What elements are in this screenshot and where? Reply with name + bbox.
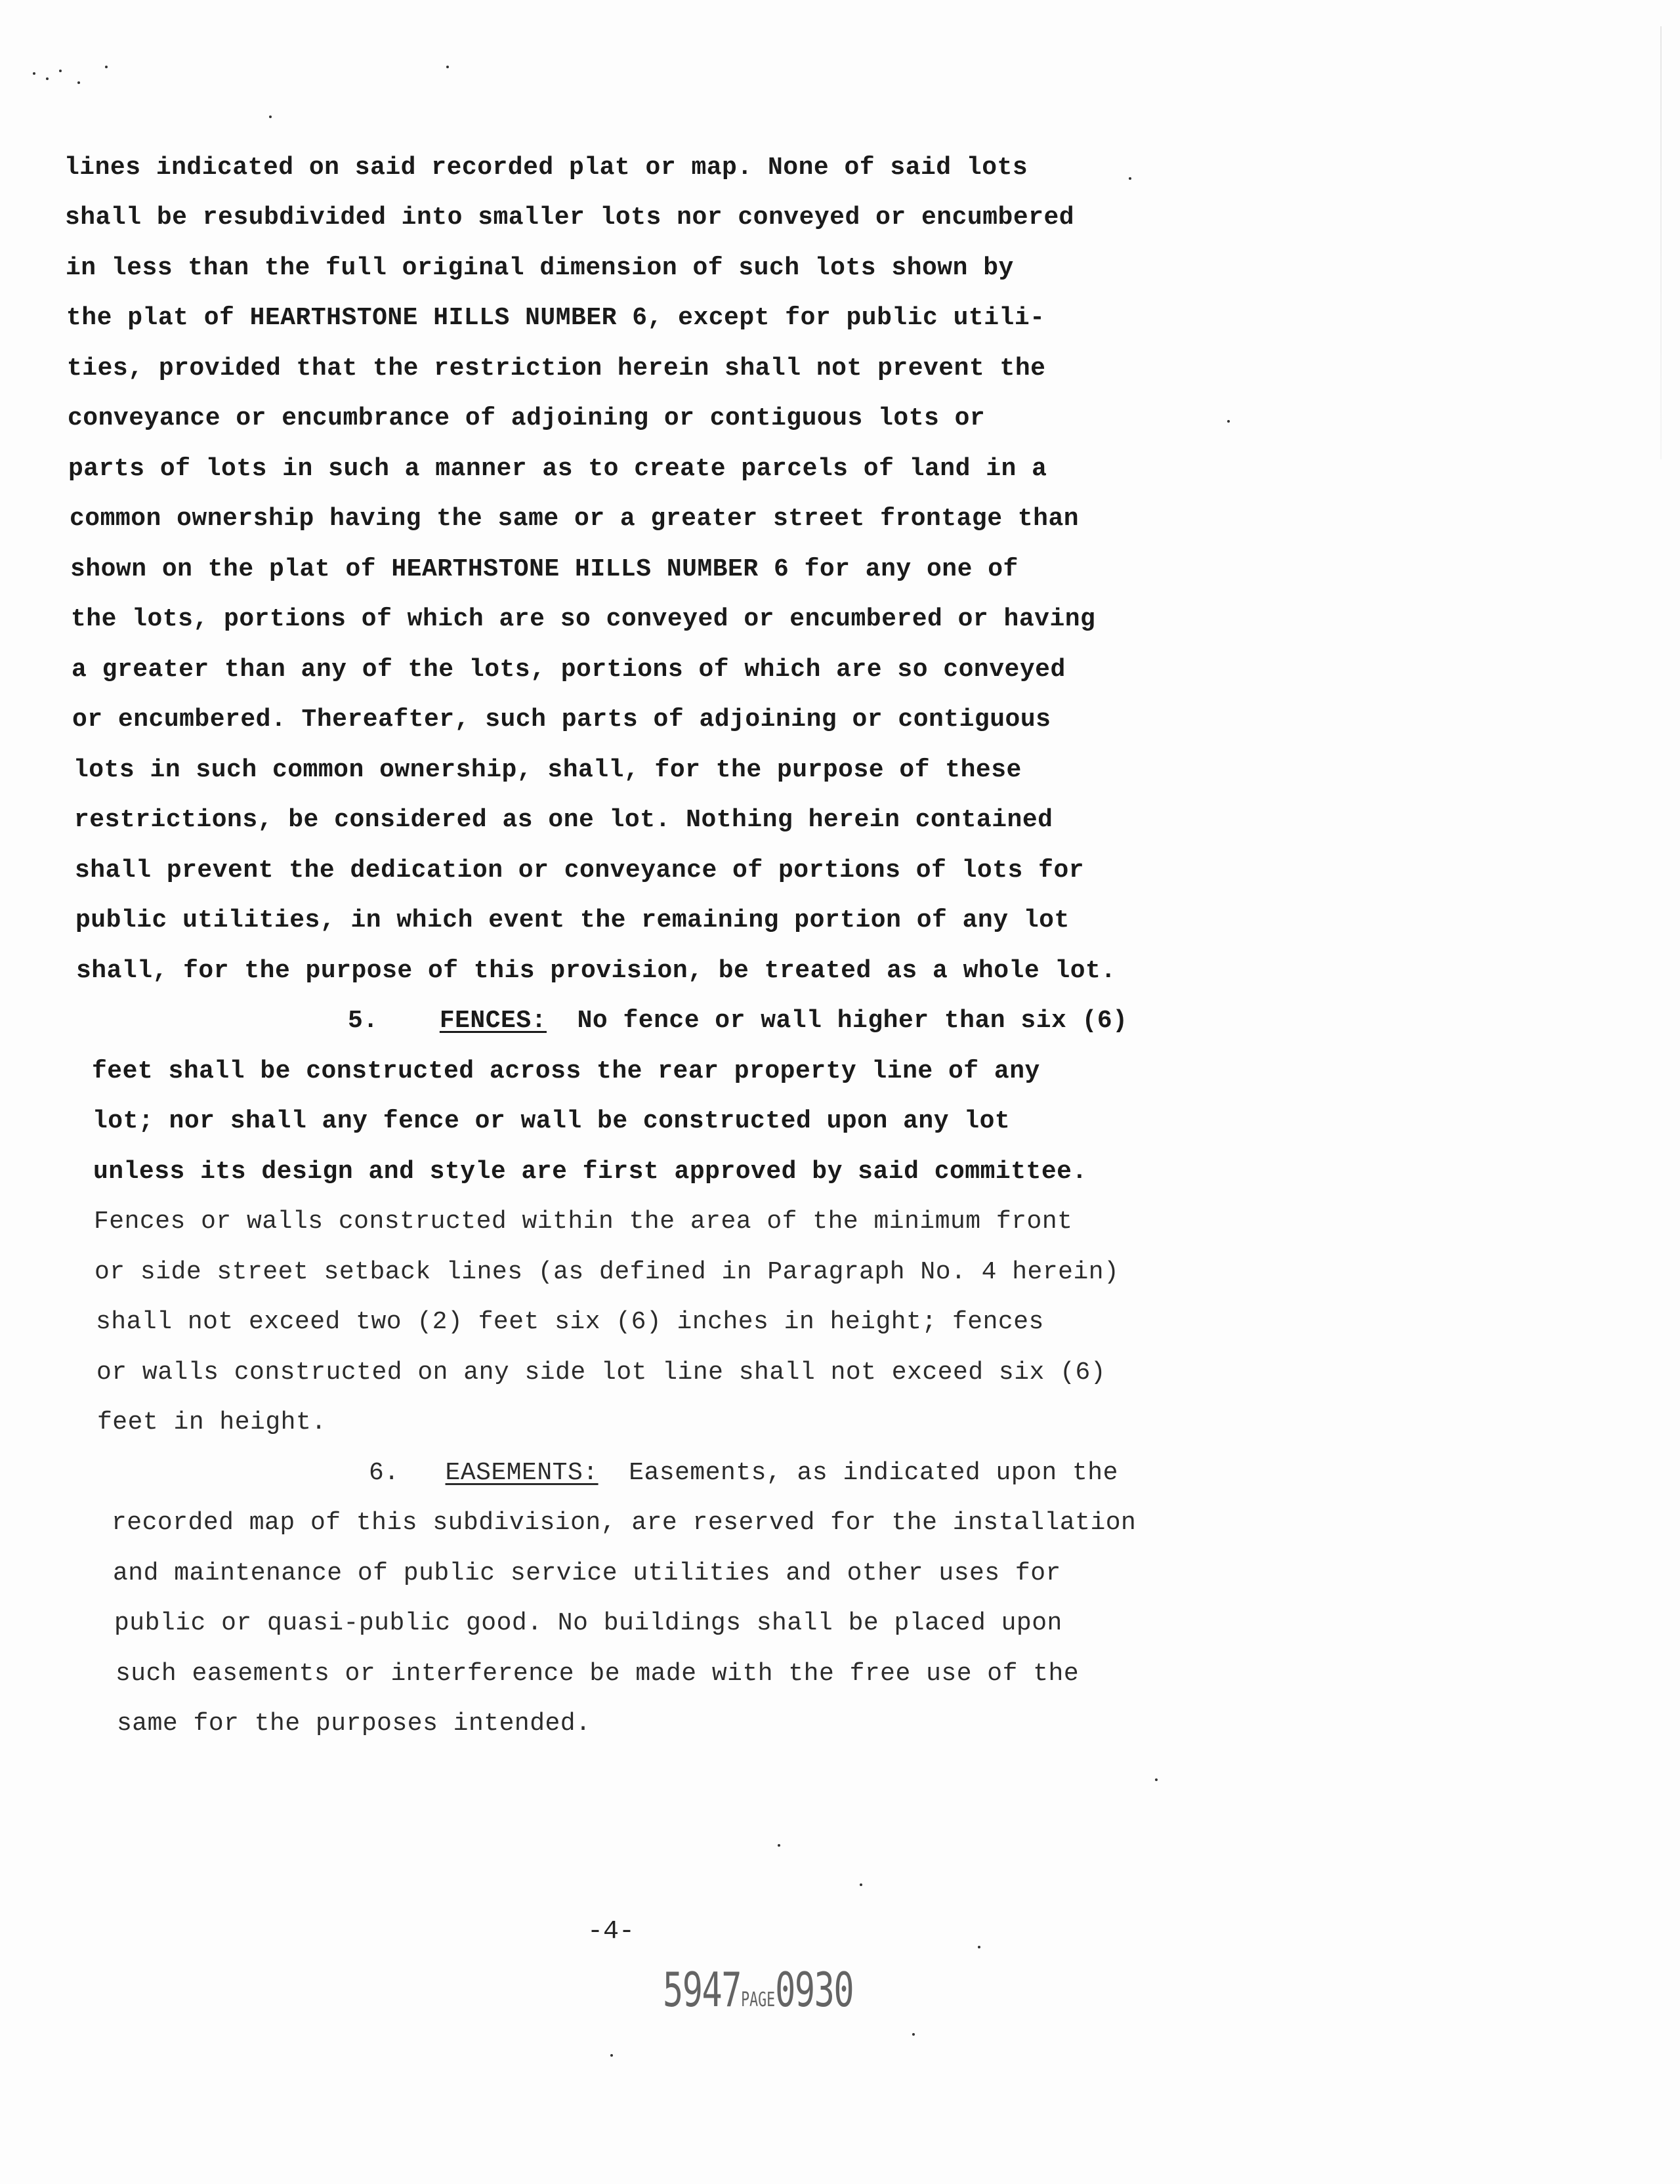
- body-line: restrictions, be considered as one lot. Nothing herein contained: [74, 806, 1053, 834]
- scan-speck: [1129, 177, 1131, 180]
- scan-speck: [59, 70, 62, 72]
- body-line: or encumbered. Thereafter, such parts of adjoining or contiguous: [72, 705, 1051, 734]
- scan-speck: [46, 77, 49, 80]
- body-line: parts of lots in such a manner as to create parcels of land in a: [68, 455, 1047, 483]
- section-6-heading-line: [369, 1458, 1118, 1489]
- scan-speck: [912, 2033, 915, 2036]
- body-line: a greater than any of the lots, portions of which are so conveyed: [72, 656, 1066, 684]
- body-line: in less than the full original dimension of such lots shown by: [66, 254, 1014, 282]
- scan-speck: [77, 81, 80, 84]
- section-6-first-line: Easements, as indicated upon the: [629, 1459, 1118, 1487]
- body-line: shown on the plat of HEARTHSTONE HILLS NUMBER 6 for any one of: [70, 555, 1018, 583]
- body-line: recorded map of this subdivision, are reserved for the installation: [112, 1509, 1137, 1537]
- scan-speck: [446, 66, 449, 68]
- body-line: shall prevent the dedication or conveyance of portions of lots for: [75, 856, 1085, 885]
- body-line: ties, provided that the restriction herein shall not prevent the: [67, 354, 1046, 383]
- body-line: shall not exceed two (2) feet six (6) inches in height; fences: [96, 1308, 1044, 1336]
- scan-speck: [269, 116, 272, 118]
- body-line: shall be resubdivided into smaller lots nor conveyed or encumbered: [65, 203, 1075, 232]
- body-line: same for the purposes intended.: [117, 1710, 591, 1738]
- body-line: shall, for the purpose of this provision, be treated as a whole lot.: [76, 957, 1116, 985]
- body-line: or walls constructed on any side lot line shall not exceed six (6): [96, 1358, 1106, 1387]
- section-6-heading: EASEMENTS:: [445, 1459, 598, 1487]
- section-5-first-line: No fence or wall higher than six (6): [577, 1007, 1128, 1035]
- body-line: lots in such common ownership, shall, for the purpose of these: [74, 756, 1022, 784]
- body-line: the plat of HEARTHSTONE HILLS NUMBER 6, except for public utili-: [66, 304, 1045, 332]
- body-line: such easements or interference be made with the free use of the: [116, 1660, 1080, 1688]
- scan-speck: [33, 72, 35, 75]
- body-line: unless its design and style are first approved by said committee.: [93, 1158, 1087, 1186]
- section-5-heading: FENCES:: [439, 1007, 547, 1035]
- section-5-number: 5.: [348, 1007, 379, 1035]
- scan-speck: [860, 1883, 862, 1886]
- scan-speck: [778, 1844, 780, 1847]
- body-line: feet in height.: [97, 1408, 327, 1437]
- section-5-heading-line: [348, 1005, 1128, 1037]
- scan-speck: [1227, 420, 1230, 423]
- body-line: conveyance or encumbrance of adjoining or contiguous lots or: [68, 404, 986, 432]
- stamp-book: 5947: [663, 1962, 742, 2017]
- body-line: common ownership having the same or a greater street frontage than: [70, 505, 1080, 533]
- scan-speck: [610, 2054, 613, 2057]
- scan-speck: [1155, 1778, 1158, 1781]
- body-line: public utilities, in which event the remaining portion of any lot: [75, 906, 1070, 934]
- body-line: and maintenance of public service utilities and other uses for: [113, 1559, 1061, 1587]
- body-line: public or quasi-public good. No buildings shall be placed upon: [114, 1609, 1062, 1637]
- body-line: lot; nor shall any fence or wall be constructed upon any lot: [93, 1107, 1011, 1135]
- stamp-page-label: PAGE: [741, 1988, 776, 2011]
- stamp-page: 0930: [775, 1962, 854, 2017]
- page-number: -4-: [587, 1917, 635, 1946]
- body-line: lines indicated on said recorded plat or map. None of said lots: [64, 154, 1028, 182]
- body-line: or side street setback lines (as defined in Paragraph No. 4 herein): [94, 1258, 1120, 1286]
- scan-speck: [105, 66, 108, 68]
- body-line: the lots, portions of which are so conveyed or encumbered or having: [71, 605, 1096, 633]
- body-line: feet shall be constructed across the rear property line of any: [92, 1057, 1040, 1085]
- body-line: Fences or walls constructed within the area of the minimum front: [94, 1208, 1073, 1236]
- scan-speck: [978, 1946, 980, 1948]
- book-page-stamp: [663, 1964, 853, 2026]
- section-6-number: 6.: [369, 1459, 400, 1487]
